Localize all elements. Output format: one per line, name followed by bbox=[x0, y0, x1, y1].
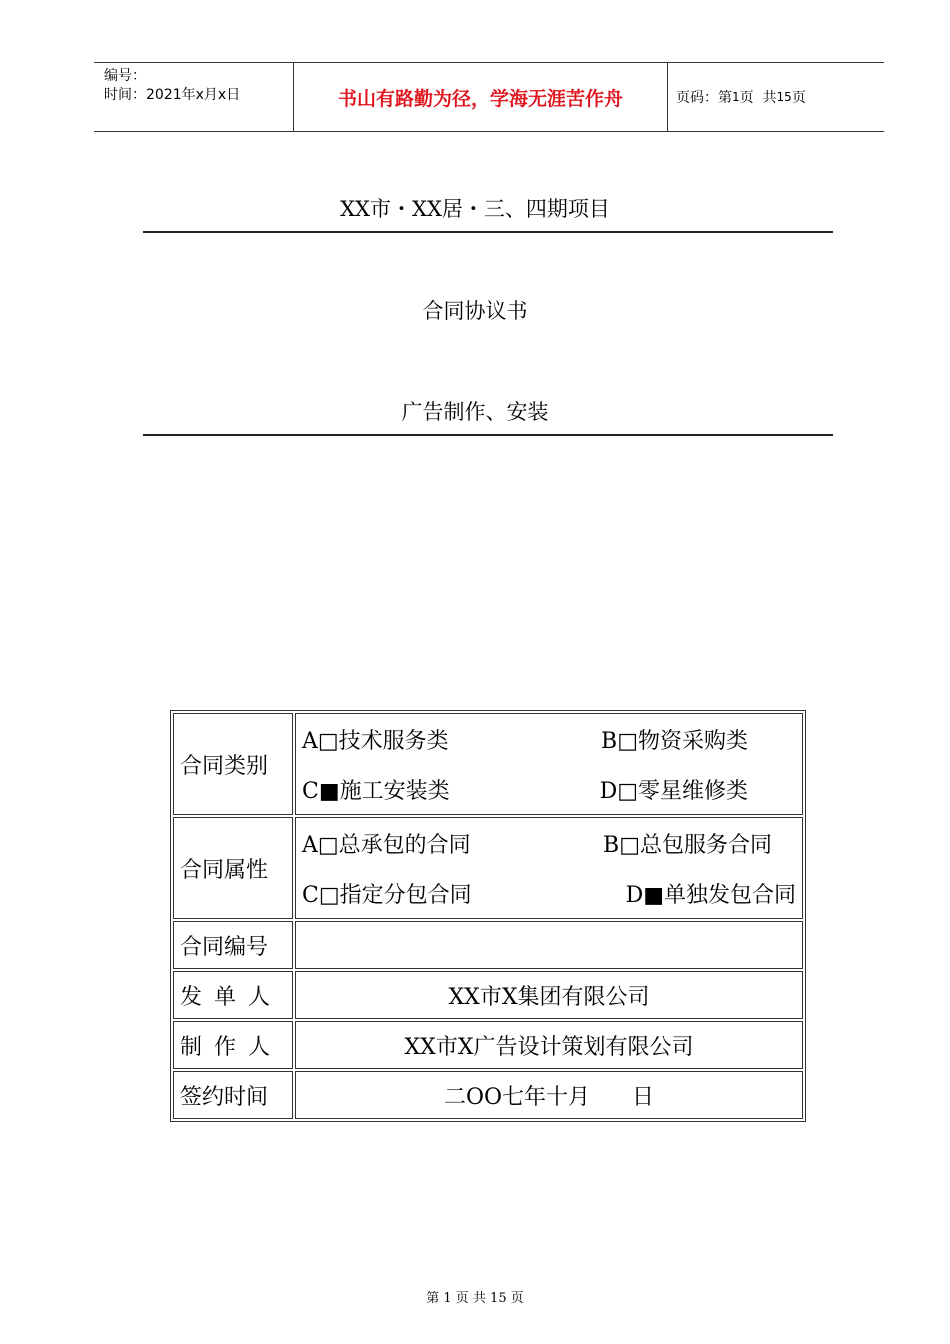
type-label: 合同类别 bbox=[173, 713, 293, 815]
attr-option-c: C□指定分包合同 bbox=[302, 882, 472, 908]
row-contract-type bbox=[173, 713, 803, 815]
number-value bbox=[295, 921, 803, 969]
number-label: 合同编号 bbox=[173, 921, 293, 969]
attr-label: 合同属性 bbox=[173, 817, 293, 919]
page-header bbox=[94, 62, 884, 132]
row-sign-date bbox=[173, 1071, 803, 1119]
row-maker bbox=[173, 1021, 803, 1069]
row-contract-attr bbox=[173, 817, 803, 919]
number-label: 编号： bbox=[104, 68, 146, 84]
maker-label: 制作人 bbox=[173, 1021, 293, 1069]
issuer-value: XX市X集团有限公司 bbox=[295, 971, 803, 1019]
page-prefix: 页码：第 bbox=[676, 90, 732, 106]
date-value: 二OO七年十月 日 bbox=[295, 1071, 803, 1119]
page-total: 15 bbox=[776, 90, 792, 104]
attr-options bbox=[295, 817, 803, 919]
row-contract-number bbox=[173, 921, 803, 969]
page-mid: 页 共 bbox=[739, 90, 777, 106]
page-number: 1 bbox=[732, 90, 740, 104]
attr-option-b: B□总包服务合同 bbox=[603, 832, 772, 858]
date-label: 签约时间 bbox=[173, 1071, 293, 1119]
project-title: XX市・XX居・三、四期项目 bbox=[340, 197, 610, 221]
page-suffix: 页 bbox=[791, 90, 806, 106]
header-page-info bbox=[668, 63, 884, 131]
header-motto: 书山有路勤为径，学海无涯苦作舟 bbox=[294, 63, 668, 131]
type-option-d: D□零星维修类 bbox=[599, 778, 748, 804]
attr-option-a: A□总承包的合同 bbox=[302, 832, 471, 858]
time-label: 时间：2021年x月x日 bbox=[104, 87, 241, 103]
title-rule-top bbox=[143, 231, 833, 233]
type-options bbox=[295, 713, 803, 815]
subject-title: 广告制作、安装 bbox=[401, 400, 549, 424]
page-footer: 第 1 页 共 15 页 bbox=[426, 1291, 524, 1306]
type-option-c: C■施工安装类 bbox=[302, 778, 450, 804]
contract-info-table bbox=[170, 710, 806, 1122]
issuer-label: 发单人 bbox=[173, 971, 293, 1019]
type-option-b: B□物资采购类 bbox=[601, 728, 748, 754]
maker-value: XX市X广告设计策划有限公司 bbox=[295, 1021, 803, 1069]
row-issuer bbox=[173, 971, 803, 1019]
attr-option-d: D■单独发包合同 bbox=[625, 882, 796, 908]
header-meta bbox=[94, 63, 294, 131]
title-rule-bottom bbox=[143, 434, 833, 436]
doc-title: 合同协议书 bbox=[422, 299, 528, 323]
type-option-a: A□技术服务类 bbox=[302, 728, 449, 754]
